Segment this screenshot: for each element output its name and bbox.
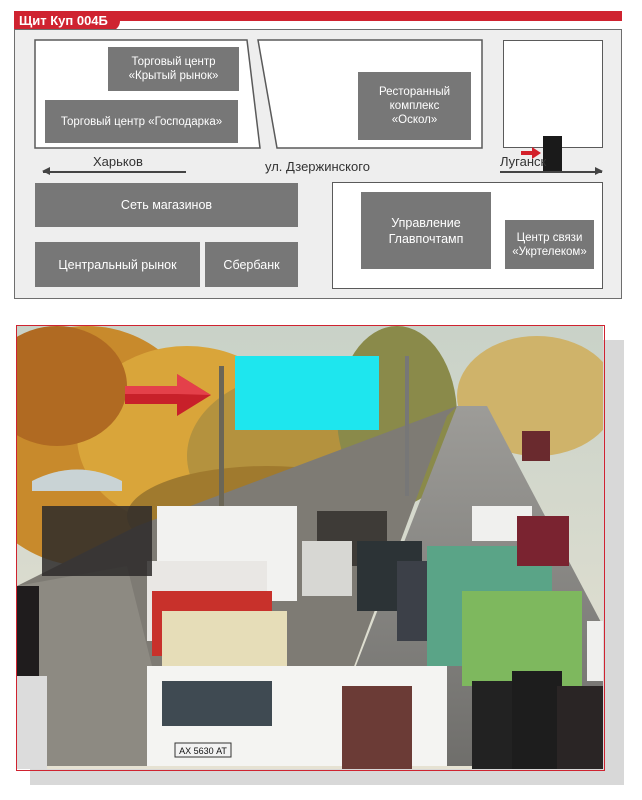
building-set-magazinov [35, 183, 298, 227]
building-gospodarka [45, 100, 238, 143]
road-label-kharkov: Харьков [93, 154, 143, 169]
building-label: Сбербанк [223, 257, 280, 272]
building-label: «Укртелеком» [512, 245, 587, 258]
building-label: Торговый центр [131, 56, 216, 68]
building-label: Центральный рынок [58, 257, 177, 272]
street-name: ул. Дзержинского [265, 159, 370, 174]
plot-right [503, 40, 603, 148]
building-label: Сеть магазинов [120, 198, 213, 212]
building-sberbank [205, 242, 298, 287]
building-label: Управление [391, 215, 461, 230]
building-label: Торговый центр «Господарка» [60, 115, 223, 128]
building-label: Ресторанный [378, 86, 451, 98]
building-label: комплекс [389, 100, 440, 112]
red-arrow-icon [125, 374, 215, 416]
building-label: «Оскол» [391, 114, 438, 126]
street-photo [16, 325, 605, 771]
arrow-left-icon [43, 171, 186, 173]
location-scheme [14, 29, 622, 299]
building-ukrtelecom [505, 220, 594, 269]
building-glavpochtamp [361, 192, 491, 269]
license-plate: АХ 5630 АТ [179, 746, 227, 756]
page-title: Щит Куп 004Б [14, 11, 120, 31]
building-krytyi-rynok [108, 47, 239, 91]
building-label: «Крытый рынок» [128, 70, 219, 82]
building-oskol [358, 72, 471, 140]
billboard-surface [235, 356, 379, 430]
arrow-right-icon [500, 171, 602, 173]
building-label: Главпочтамп [388, 231, 464, 246]
building-centralnyi-rynok [35, 242, 200, 287]
road-label-lugansk: Луганск [500, 154, 547, 169]
building-label: Центр связи [516, 231, 583, 244]
